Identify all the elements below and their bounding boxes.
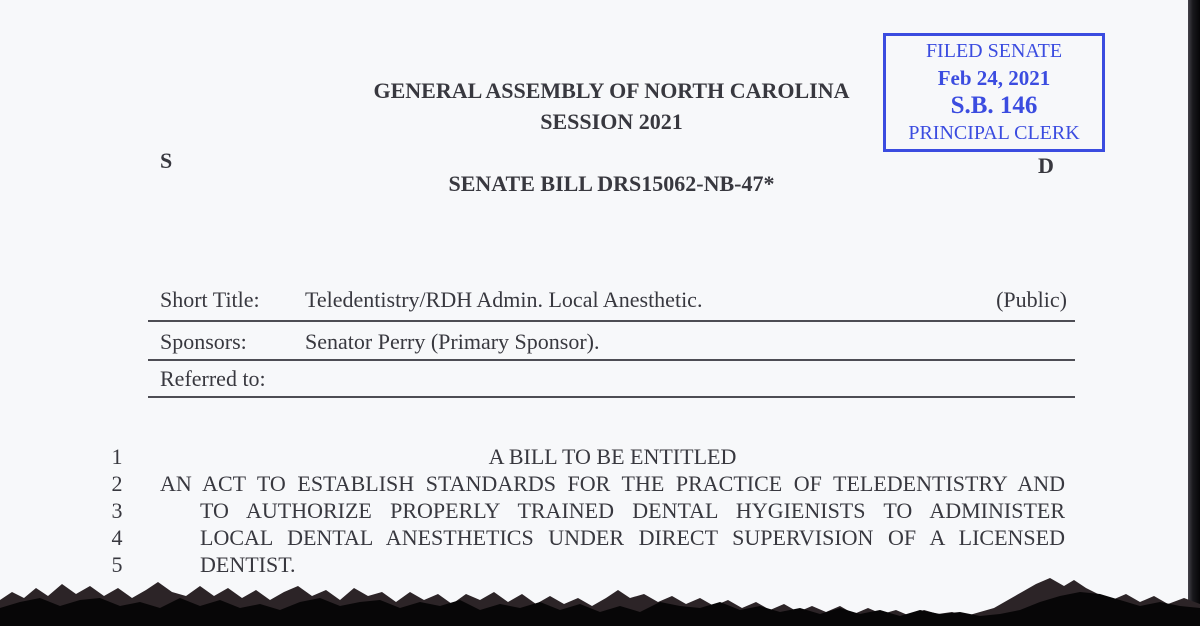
table-row-referred-to — [148, 361, 1075, 398]
page-right-dark-edge — [1188, 0, 1200, 626]
page-title: GENERAL ASSEMBLY OF NORTH CAROLINA — [373, 78, 850, 103]
torn-paper-edge — [0, 570, 1200, 626]
session-subtitle: SESSION 2021 — [540, 109, 683, 134]
bill-line-text: LOCAL DENTAL ANESTHETICS UNDER DIRECT SUPERVISION OF A LICENSED — [200, 525, 1065, 550]
sponsors-value: Senator Perry (Primary Sponsor). — [305, 329, 600, 354]
stamp-filed-senate: FILED SENATE — [925, 40, 1063, 62]
public-note: (Public) — [996, 287, 1067, 312]
line-number: 1 — [111, 444, 123, 469]
sponsors-label: Sponsors: — [160, 329, 247, 354]
line-number: 4 — [111, 525, 123, 550]
bill-line — [0, 443, 1200, 470]
referred-to-label: Referred to: — [160, 366, 266, 391]
short-title-label: Short Title: — [160, 287, 260, 312]
bill-line-text: TO AUTHORIZE PROPERLY TRAINED DENTAL HYGIENISTS TO ADMINISTER — [200, 498, 1065, 523]
bill-body — [0, 443, 1200, 578]
bill-line — [0, 470, 1200, 497]
stamp-filed-date: Feb 24, 2021 — [937, 66, 1051, 90]
bill-line-text: AN ACT TO ESTABLISH STANDARDS FOR THE PRACTICE OF TELEDENTISTRY AND — [160, 471, 1065, 496]
stamp-bill-number: S.B. 146 — [950, 92, 1038, 119]
bill-info-table — [148, 283, 1075, 398]
chamber-marker-senate: S — [160, 148, 173, 173]
bill-line-text: DENTIST. — [200, 552, 296, 577]
stamp-principal-clerk: PRINCIPAL CLERK — [908, 122, 1080, 144]
senate-bill-heading: SENATE BILL DRS15062-NB-47* — [448, 171, 775, 196]
table-row-sponsors — [148, 322, 1075, 361]
line-number: 2 — [111, 471, 123, 496]
bill-line-text: A BILL TO BE ENTITLED — [488, 444, 737, 469]
chamber-marker-house: D — [1038, 153, 1054, 178]
short-title-value: Teledentistry/RDH Admin. Local Anesthetic. — [305, 287, 703, 312]
bill-line — [0, 497, 1200, 524]
line-number: 3 — [111, 498, 123, 523]
table-row-short-title — [148, 283, 1075, 322]
line-number: 5 — [111, 552, 123, 577]
bill-line — [0, 524, 1200, 551]
